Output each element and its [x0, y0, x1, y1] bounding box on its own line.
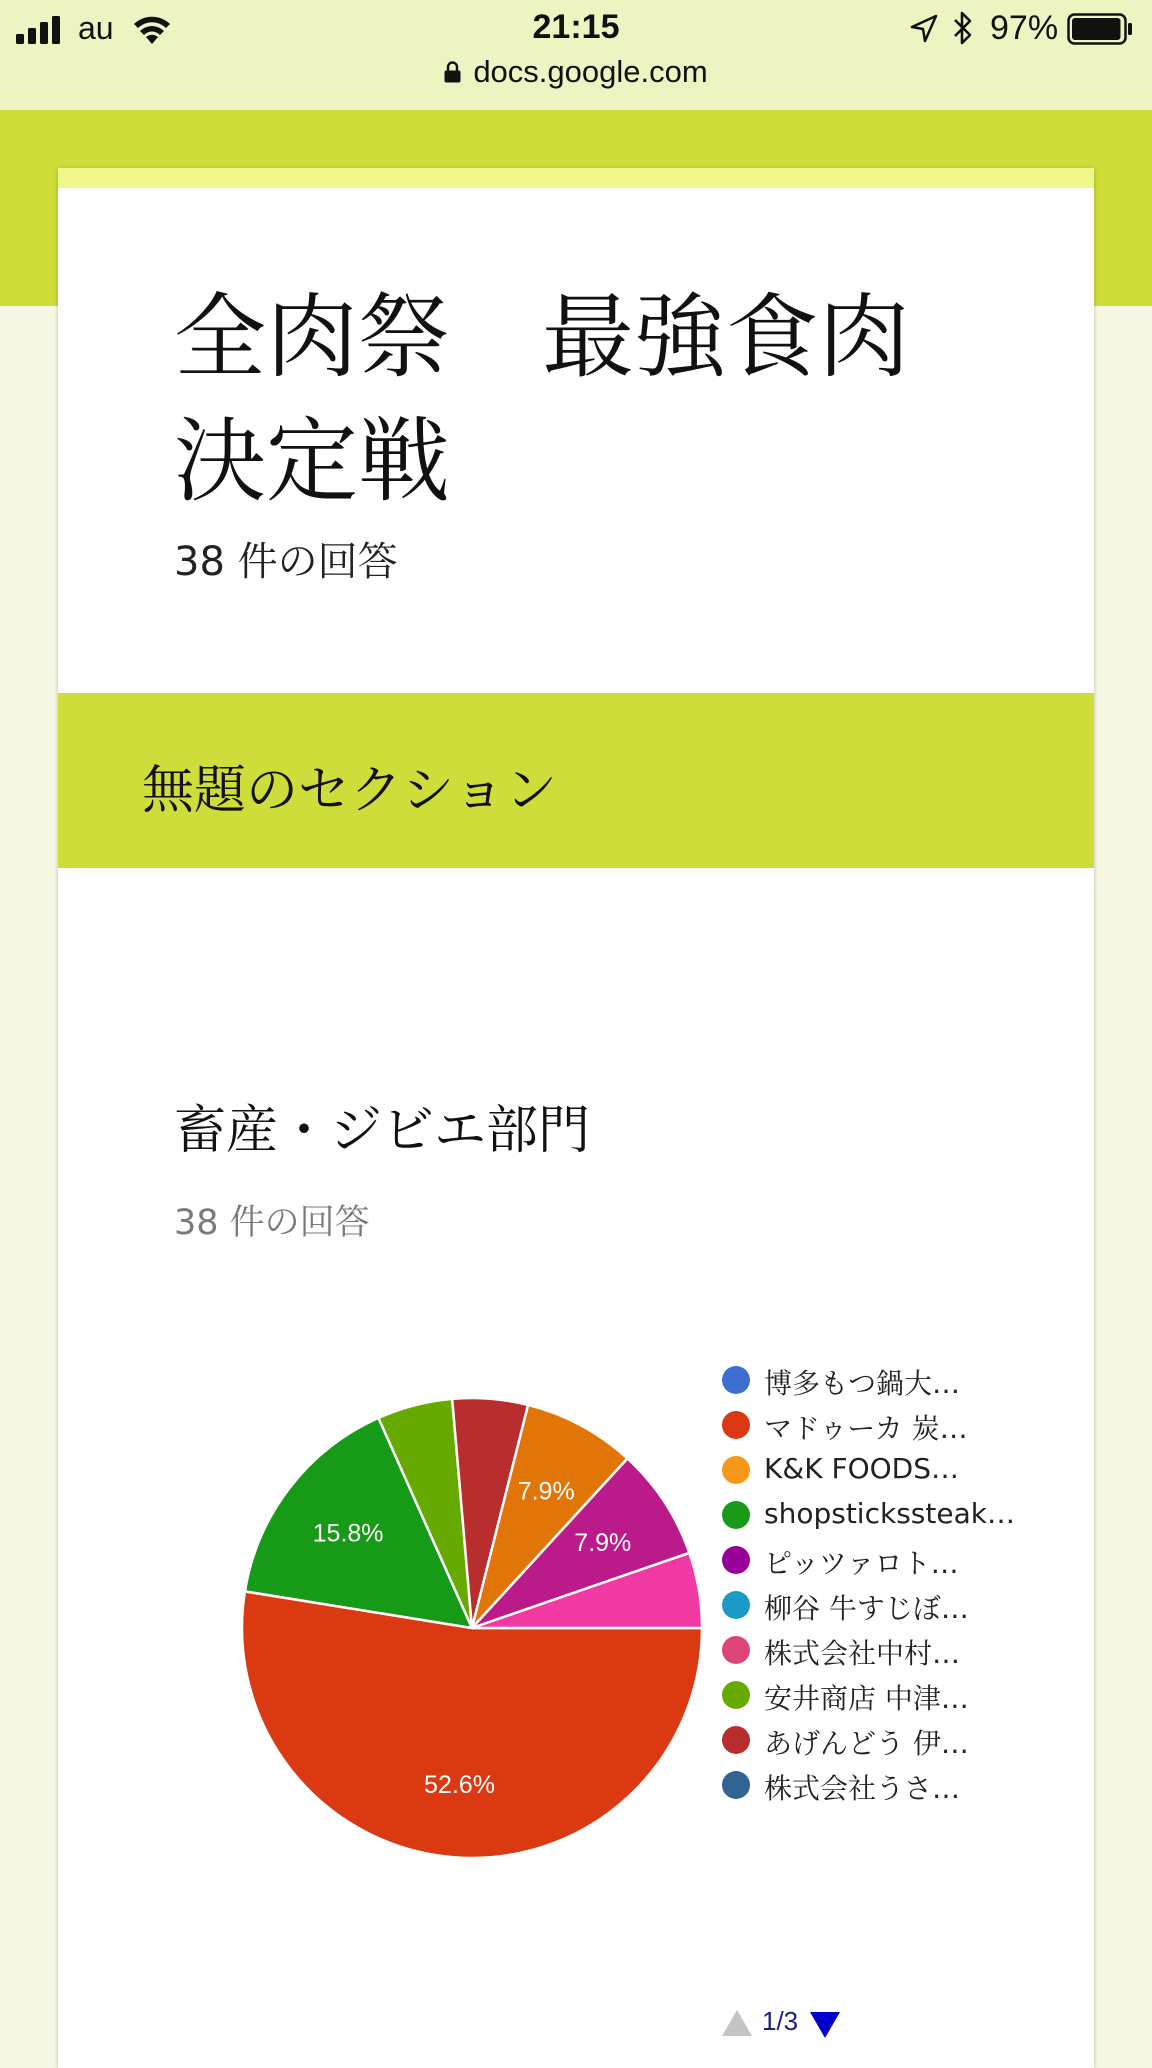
legend-label: 博多もつ鍋大… — [764, 1367, 961, 1400]
pie-slice-label: 52.6% — [424, 1770, 495, 1799]
legend-item — [722, 1763, 1082, 1807]
legend-label: 株式会社うさ… — [764, 1772, 961, 1805]
card-accent-bar — [58, 168, 1094, 188]
legend-item — [722, 1583, 1082, 1627]
bluetooth-icon — [952, 10, 974, 46]
form-card — [58, 168, 1094, 2068]
legend-item — [722, 1718, 1082, 1762]
legend-item — [722, 1673, 1082, 1717]
legend-item — [722, 1403, 1082, 1447]
form-response-count: 38 件の回答 — [174, 539, 398, 585]
clock: 21:15 — [532, 8, 620, 46]
legend-label: マドゥーカ 炭… — [764, 1412, 968, 1445]
pie-slice-label: 15.8% — [312, 1519, 384, 1548]
legend-swatch — [722, 1726, 750, 1754]
status-bar — [0, 0, 1152, 110]
pie-slice-madhuka — [242, 1591, 702, 1858]
legend-label: K&K FOODS… — [764, 1452, 959, 1485]
legend-item — [722, 1448, 1082, 1492]
legend-swatch — [722, 1636, 750, 1664]
legend-item — [722, 1358, 1082, 1402]
legend-swatch — [722, 1591, 750, 1619]
legend-swatch — [722, 1771, 750, 1799]
url-bar[interactable] — [0, 54, 1152, 90]
legend-page-indicator: 1/3 — [762, 2006, 799, 2036]
section-title: 無題のセクション — [142, 761, 557, 821]
legend-next-arrow-icon[interactable] — [810, 2012, 840, 2038]
legend-label: shopstickssteak… — [764, 1497, 1015, 1530]
legend-label: 安井商店 中津… — [764, 1682, 969, 1715]
legend-label: 柳谷 牛すじぼ… — [764, 1592, 969, 1625]
location-arrow-icon — [910, 14, 938, 44]
legend-item — [722, 1538, 1082, 1582]
legend-swatch — [722, 1501, 750, 1529]
legend-swatch — [722, 1546, 750, 1574]
legend-label: 株式会社中村… — [764, 1637, 961, 1670]
pie-slice-label: 7.9% — [574, 1529, 632, 1558]
legend-label: あげんどう 伊… — [764, 1727, 969, 1760]
pie-slice-label: 7.9% — [517, 1477, 575, 1506]
battery-icon — [1067, 13, 1133, 45]
url-text: docs.google.com — [473, 54, 708, 89]
legend-item — [722, 1628, 1082, 1672]
carrier-label: au — [78, 10, 114, 46]
lock-icon — [444, 61, 461, 83]
legend-swatch — [722, 1681, 750, 1709]
battery-percent: 97% — [990, 9, 1059, 47]
pie-chart — [212, 1368, 732, 1888]
section-header — [58, 693, 1094, 868]
legend-item — [722, 1493, 1082, 1537]
legend-label: ピッツァロト… — [764, 1547, 959, 1580]
legend-swatch — [722, 1366, 750, 1394]
legend-swatch — [722, 1411, 750, 1439]
legend-prev-arrow-icon[interactable] — [722, 2010, 752, 2036]
legend-pager — [722, 2004, 922, 2044]
form-title-line1: 全肉祭 最強食肉 — [174, 284, 911, 391]
legend-swatch — [722, 1456, 750, 1484]
form-title-line2: 決定戦 — [174, 408, 451, 515]
question-title: 畜産・ジビエ部門 — [174, 1101, 591, 1161]
form-title — [174, 276, 994, 524]
question-response-count: 38 件の回答 — [174, 1203, 370, 1243]
